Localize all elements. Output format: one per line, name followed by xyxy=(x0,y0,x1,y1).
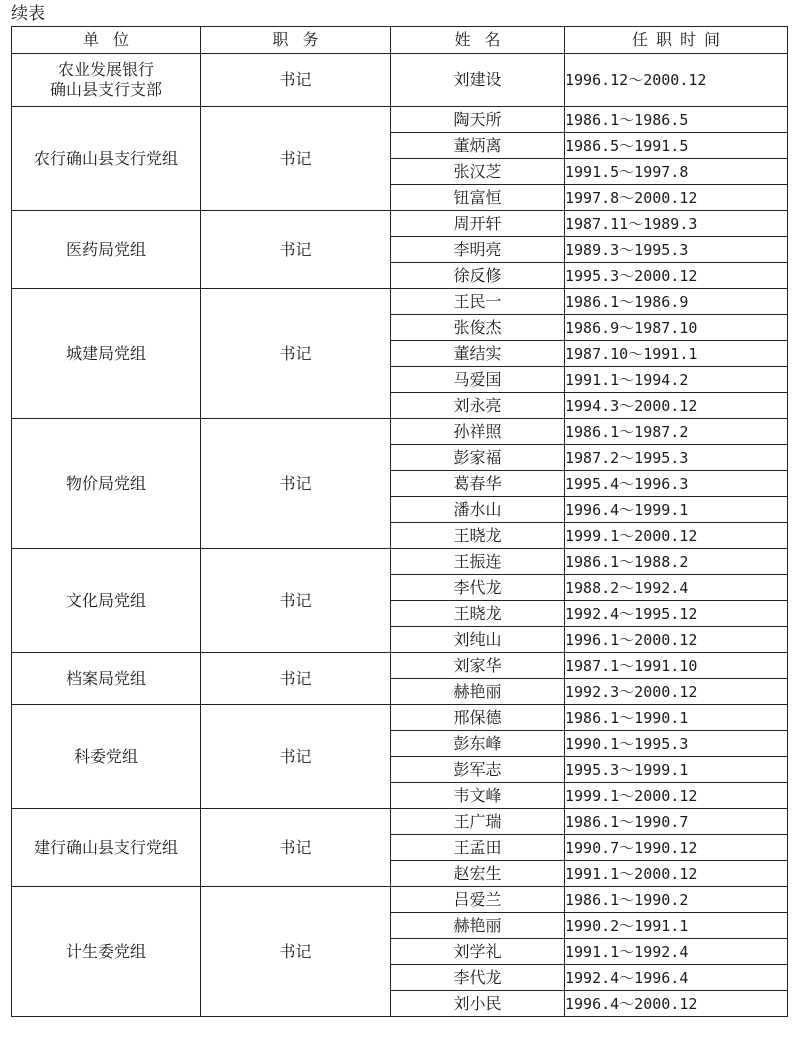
person-name-cell: 王广瑞 xyxy=(391,809,565,835)
officials-table xyxy=(11,26,788,1017)
table-body xyxy=(12,54,788,1017)
unit-cell xyxy=(12,549,201,653)
person-name-cell: 韦文峰 xyxy=(391,783,565,809)
term-cell: 1995.3～2000.12 xyxy=(565,263,788,289)
header-name: 姓名 xyxy=(391,27,565,54)
unit-cell xyxy=(12,705,201,809)
term-cell: 1991.1～1992.4 xyxy=(565,939,788,965)
term-cell: 1986.1～1990.2 xyxy=(565,887,788,913)
term-cell: 1997.8～2000.12 xyxy=(565,185,788,211)
term-cell: 1996.4～1999.1 xyxy=(565,497,788,523)
term-cell: 1987.10～1991.1 xyxy=(565,341,788,367)
person-name-cell: 王孟田 xyxy=(391,835,565,861)
person-name-cell: 陶天所 xyxy=(391,107,565,133)
table-row xyxy=(12,54,788,107)
person-name-cell: 赵宏生 xyxy=(391,861,565,887)
unit-name: 确山县支行支部 xyxy=(49,80,162,99)
table-row xyxy=(12,653,788,679)
unit-cell xyxy=(12,887,201,1017)
term-cell: 1991.5～1997.8 xyxy=(565,159,788,185)
unit-cell xyxy=(12,289,201,419)
unit-cell xyxy=(12,211,201,289)
header-term: 任职时间 xyxy=(565,27,788,54)
term-cell: 1991.1～1994.2 xyxy=(565,367,788,393)
term-cell: 1986.1～1986.9 xyxy=(565,289,788,315)
person-name-cell: 刘学礼 xyxy=(391,939,565,965)
duty-cell: 书记 xyxy=(201,54,391,107)
table-row xyxy=(12,289,788,315)
header-unit: 单位 xyxy=(12,27,201,54)
term-cell: 1994.3～2000.12 xyxy=(565,393,788,419)
term-cell: 1990.1～1995.3 xyxy=(565,731,788,757)
person-name-cell: 彭军志 xyxy=(391,757,565,783)
person-name-cell: 刘家华 xyxy=(391,653,565,679)
unit-name: 档案局党组 xyxy=(65,668,146,688)
term-cell: 1992.4～1995.12 xyxy=(565,601,788,627)
term-cell: 1988.2～1992.4 xyxy=(565,575,788,601)
person-name-cell: 赫艳丽 xyxy=(391,913,565,939)
term-cell: 1987.1～1991.10 xyxy=(565,653,788,679)
unit-cell xyxy=(12,809,201,887)
person-name-cell: 赫艳丽 xyxy=(391,679,565,705)
duty-cell: 书记 xyxy=(201,107,391,211)
unit-name: 科委党组 xyxy=(73,746,138,766)
term-cell: 1987.2～1995.3 xyxy=(565,445,788,471)
term-cell: 1986.1～1987.2 xyxy=(565,419,788,445)
table-row xyxy=(12,419,788,445)
unit-cell xyxy=(12,653,201,705)
person-name-cell: 马爱国 xyxy=(391,367,565,393)
term-cell: 1987.11～1989.3 xyxy=(565,211,788,237)
term-cell: 1990.2～1991.1 xyxy=(565,913,788,939)
unit-name: 文化局党组 xyxy=(65,590,146,610)
person-name-cell: 刘建设 xyxy=(391,54,565,107)
term-cell: 1990.7～1990.12 xyxy=(565,835,788,861)
person-name-cell: 吕爱兰 xyxy=(391,887,565,913)
person-name-cell: 刘永亮 xyxy=(391,393,565,419)
person-name-cell: 董结实 xyxy=(391,341,565,367)
duty-cell: 书记 xyxy=(201,809,391,887)
person-name-cell: 周开轩 xyxy=(391,211,565,237)
person-name-cell: 董炳离 xyxy=(391,133,565,159)
unit-cell xyxy=(12,54,201,107)
person-name-cell: 刘纯山 xyxy=(391,627,565,653)
person-name-cell: 王晓龙 xyxy=(391,523,565,549)
duty-cell: 书记 xyxy=(201,419,391,549)
person-name-cell: 葛春华 xyxy=(391,471,565,497)
person-name-cell: 张汉芝 xyxy=(391,159,565,185)
table-header xyxy=(12,27,788,54)
header-duty: 职务 xyxy=(201,27,391,54)
unit-cell xyxy=(12,107,201,211)
term-cell: 1999.1～2000.12 xyxy=(565,523,788,549)
person-name-cell: 王晓龙 xyxy=(391,601,565,627)
term-cell: 1986.9～1987.10 xyxy=(565,315,788,341)
person-name-cell: 钮富恒 xyxy=(391,185,565,211)
table-row xyxy=(12,809,788,835)
term-cell: 1989.3～1995.3 xyxy=(565,237,788,263)
term-cell: 1986.1～1990.1 xyxy=(565,705,788,731)
term-cell: 1991.1～2000.12 xyxy=(565,861,788,887)
term-cell: 1986.1～1990.7 xyxy=(565,809,788,835)
unit-name: 医药局党组 xyxy=(65,239,146,259)
term-cell: 1996.1～2000.12 xyxy=(565,627,788,653)
duty-cell: 书记 xyxy=(201,887,391,1017)
person-name-cell: 彭东峰 xyxy=(391,731,565,757)
table-row xyxy=(12,549,788,575)
person-name-cell: 李代龙 xyxy=(391,965,565,991)
person-name-cell: 潘水山 xyxy=(391,497,565,523)
person-name-cell: 张俊杰 xyxy=(391,315,565,341)
term-cell: 1995.3～1999.1 xyxy=(565,757,788,783)
person-name-cell: 李代龙 xyxy=(391,575,565,601)
term-cell: 1996.4～2000.12 xyxy=(565,991,788,1017)
term-cell: 1999.1～2000.12 xyxy=(565,783,788,809)
table-row xyxy=(12,887,788,913)
table-row xyxy=(12,107,788,133)
term-cell: 1992.4～1996.4 xyxy=(565,965,788,991)
person-name-cell: 彭家福 xyxy=(391,445,565,471)
unit-name: 物价局党组 xyxy=(65,473,146,493)
person-name-cell: 王振连 xyxy=(391,549,565,575)
person-name-cell: 王民一 xyxy=(391,289,565,315)
unit-name: 农业发展银行 xyxy=(57,60,154,79)
unit-name: 建行确山县支行党组 xyxy=(33,837,178,857)
person-name-cell: 邢保德 xyxy=(391,705,565,731)
term-cell: 1996.12～2000.12 xyxy=(565,54,788,107)
person-name-cell: 李明亮 xyxy=(391,237,565,263)
table-row xyxy=(12,705,788,731)
term-cell: 1995.4～1996.3 xyxy=(565,471,788,497)
table-row xyxy=(12,211,788,237)
unit-name: 农行确山县支行党组 xyxy=(33,148,178,168)
header-row xyxy=(12,27,788,54)
person-name-cell: 徐反修 xyxy=(391,263,565,289)
term-cell: 1992.3～2000.12 xyxy=(565,679,788,705)
duty-cell: 书记 xyxy=(201,653,391,705)
duty-cell: 书记 xyxy=(201,549,391,653)
term-cell: 1986.5～1991.5 xyxy=(565,133,788,159)
person-name-cell: 孙祥照 xyxy=(391,419,565,445)
unit-name: 城建局党组 xyxy=(65,343,146,363)
person-name-cell: 刘小民 xyxy=(391,991,565,1017)
continued-caption: 续表 xyxy=(11,4,45,24)
unit-cell xyxy=(12,419,201,549)
duty-cell: 书记 xyxy=(201,289,391,419)
term-cell: 1986.1～1986.5 xyxy=(565,107,788,133)
duty-cell: 书记 xyxy=(201,211,391,289)
duty-cell: 书记 xyxy=(201,705,391,809)
term-cell: 1986.1～1988.2 xyxy=(565,549,788,575)
unit-name: 计生委党组 xyxy=(65,941,146,961)
